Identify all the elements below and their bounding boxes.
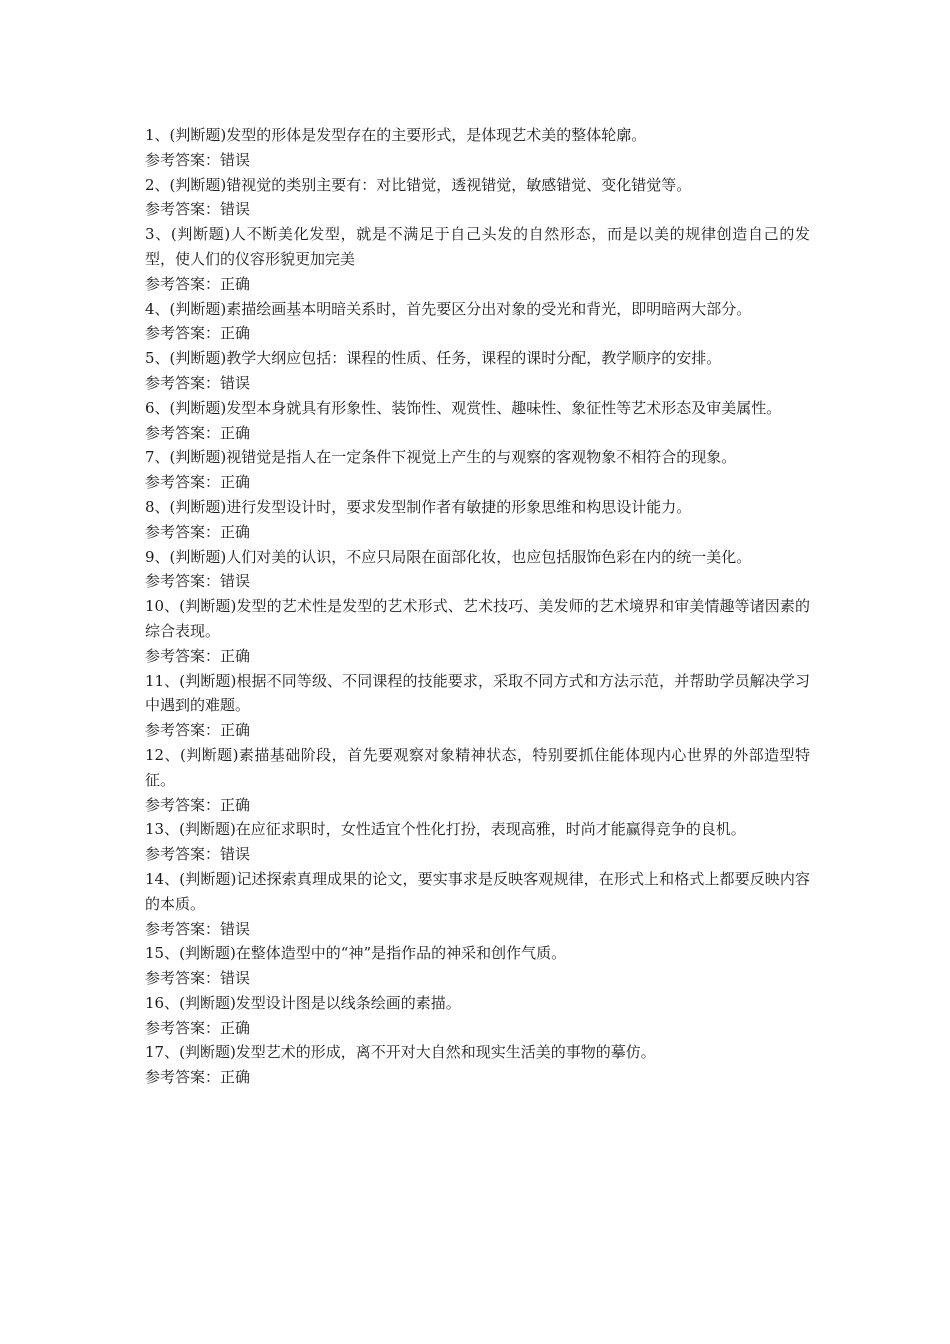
question-text: 4、(判断题)素描绘画基本明暗关系时，首先要区分出对象的受光和背光，即明暗两大部分。 (145, 299, 752, 318)
question-item-4 (145, 297, 810, 347)
answer-text: 参考答案：正确 (145, 1068, 251, 1087)
question-text: 15、(判断题)在整体造型中的“神”是指作品的神采和创作气质。 (145, 944, 567, 963)
question-item-9 (145, 545, 810, 595)
question-item-11 (145, 669, 810, 743)
answer-text: 参考答案：正确 (145, 473, 251, 492)
answer-text: 参考答案：正确 (145, 721, 251, 740)
question-item-16 (145, 991, 810, 1041)
question-text: 5、(判断题)教学大纲应包括：课程的性质、任务，课程的课时分配，教学顺序的安排。 (145, 349, 722, 368)
answer-text: 参考答案：正确 (145, 274, 251, 293)
answer-text: 参考答案：正确 (145, 522, 251, 541)
question-text: 3、(判断题)人不断美化发型，就是不满足于自己头发的自然形态，而是以美的规律创造自己的发型，使人们的仪容形貌更加完美 (145, 225, 810, 268)
question-item-14 (145, 867, 810, 941)
question-item-15 (145, 941, 810, 991)
question-text: 13、(判断题)在应征求职时，女性适宜个性化打扮，表现高雅，时尚才能赢得竞争的良机。 (145, 820, 746, 839)
answer-text: 参考答案：错误 (145, 969, 251, 988)
answer-text: 参考答案：错误 (145, 373, 251, 392)
answer-text: 参考答案：错误 (145, 150, 251, 169)
answer-text: 参考答案：错误 (145, 200, 251, 219)
answer-text: 参考答案：错误 (145, 919, 251, 938)
question-text: 17、(判断题)发型艺术的形成，离不开对大自然和现实生活美的事物的摹仿。 (145, 1043, 656, 1062)
question-text: 8、(判断题)进行发型设计时，要求发型制作者有敏捷的形象思维和构思设计能力。 (145, 497, 692, 516)
question-item-5 (145, 346, 810, 396)
answer-text: 参考答案：正确 (145, 1018, 251, 1037)
question-item-1 (145, 123, 810, 173)
question-item-12 (145, 743, 810, 817)
question-text: 7、(判断题)视错觉是指人在一定条件下视觉上产生的与观察的客观物象不相符合的现象。 (145, 448, 737, 467)
question-item-6 (145, 396, 810, 446)
question-text: 6、(判断题)发型本身就具有形象性、装饰性、观赏性、趣味性、象征性等艺术形态及审美属性。 (145, 398, 782, 417)
question-text: 10、(判断题)发型的艺术性是发型的艺术形式、艺术技巧、美发师的艺术境界和审美情趣等诸因素的综合表现。 (145, 597, 810, 640)
question-text: 16、(判断题)发型设计图是以线条绘画的素描。 (145, 993, 461, 1012)
question-item-3 (145, 222, 810, 296)
question-list (145, 123, 810, 1090)
question-text: 2、(判断题)错视觉的类别主要有：对比错觉，透视错觉，敏感错觉、变化错觉等。 (145, 175, 692, 194)
answer-text: 参考答案：错误 (145, 572, 251, 591)
question-item-8 (145, 495, 810, 545)
answer-text: 参考答案：正确 (145, 423, 251, 442)
question-text: 12、(判断题)素描基础阶段，首先要观察对象精神状态，特别要抓住能体现内心世界的外部造型特征。 (145, 745, 810, 789)
answer-text: 参考答案：正确 (145, 324, 251, 343)
answer-text: 参考答案：正确 (145, 795, 251, 814)
question-text: 9、(判断题)人们对美的认识，不应只局限在面部化妆，也应包括服饰色彩在内的统一美化。 (145, 547, 752, 566)
answer-text: 参考答案：正确 (145, 646, 251, 665)
question-item-13 (145, 817, 810, 867)
question-item-7 (145, 445, 810, 495)
question-text: 14、(判断题)记述探索真理成果的论文，要实事求是反映客观规律，在形式上和格式上都要反映内容的本质。 (145, 869, 810, 913)
question-text: 11、(判断题)根据不同等级、不同课程的技能要求，采取不同方式和方法示范，并帮助学员解决学习中遇到的难题。 (145, 671, 810, 715)
answer-text: 参考答案：错误 (145, 845, 251, 864)
question-item-17 (145, 1040, 810, 1090)
question-text: 1、(判断题)发型的形体是发型存在的主要形式，是体现艺术美的整体轮廓。 (145, 126, 647, 144)
question-item-2 (145, 173, 810, 223)
question-item-10 (145, 594, 810, 668)
